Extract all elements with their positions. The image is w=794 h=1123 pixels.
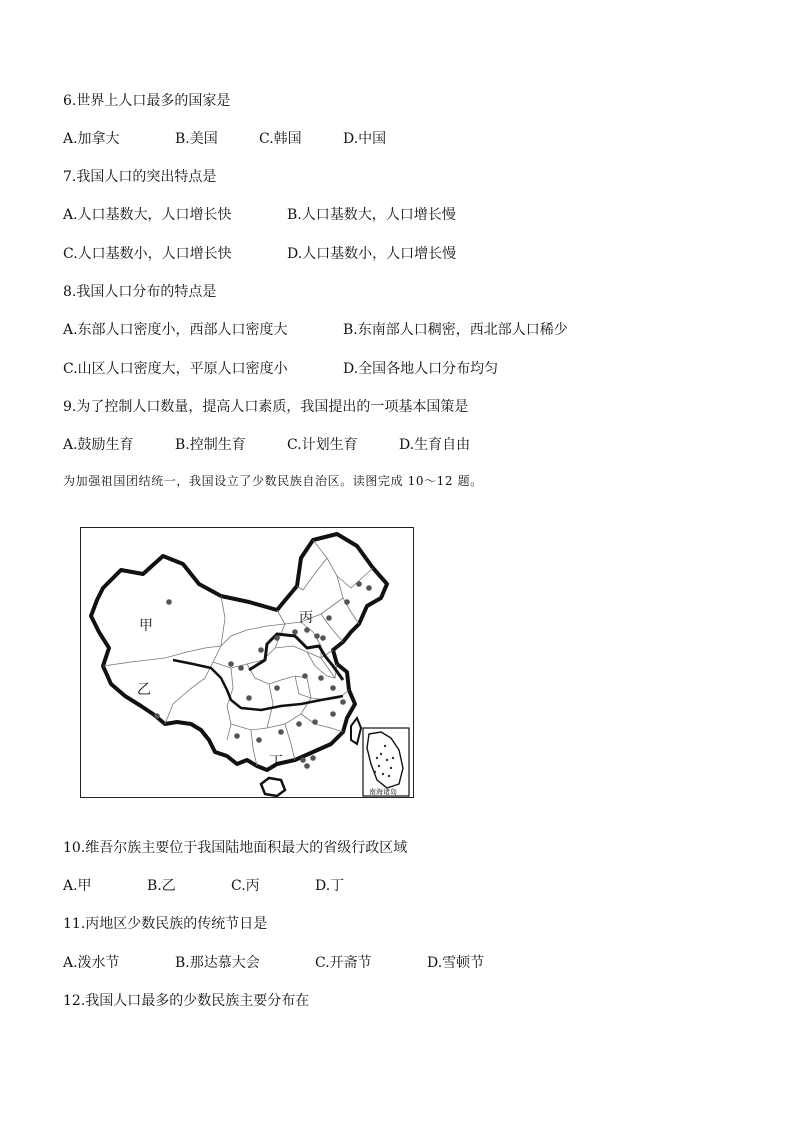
map-intro-text: 为加强祖国团结统一，我国设立了少数民族自治区。读图完成 10～12 题。 (63, 474, 483, 488)
question-11-option-d: D.雪顿节 (427, 955, 485, 971)
question-9-stem: 9.为了控制人口数量，提高人口素质，我国提出的一项基本国策是 (63, 399, 469, 415)
question-9-option-b: B.控制生育 (175, 437, 246, 453)
question-12-stem: 12.我国人口最多的少数民族主要分布在 (63, 993, 310, 1009)
question-10-stem: 10.维吾尔族主要位于我国陆地面积最大的省级行政区域 (63, 840, 408, 856)
china-map-figure (80, 527, 414, 798)
question-9-option-d: D.生育自由 (399, 437, 471, 453)
taiwan-island (351, 718, 361, 744)
question-9-option-c: C.计划生育 (287, 437, 358, 453)
question-10-option-c: C.丙 (231, 878, 260, 894)
question-9-option-a: A.鼓励生育 (63, 437, 134, 453)
question-8-option-b: B.东南部人口稠密，西北部人口稀少 (343, 322, 568, 338)
question-6-option-c: C.韩国 (259, 131, 302, 147)
question-10-option-d: D.丁 (315, 878, 345, 894)
question-7-option-c: C.人口基数小，人口增长快 (63, 246, 232, 262)
question-8-stem: 8.我国人口分布的特点是 (63, 284, 217, 300)
question-11-stem: 11.丙地区少数民族的传统节日是 (63, 916, 268, 932)
map-label-ding: 丁 (269, 754, 283, 770)
map-label-bing: 丙 (299, 610, 313, 626)
question-6-option-a: A.加拿大 (63, 131, 120, 147)
question-8-option-c: C.山区人口密度大，平原人口密度小 (63, 361, 288, 377)
south-china-sea-inset (363, 728, 409, 796)
question-6-option-d: D.中国 (343, 131, 387, 147)
question-10-option-b: B.乙 (147, 878, 176, 894)
map-label-jia: 甲 (139, 618, 153, 634)
question-11-option-c: C.开斋节 (315, 955, 372, 971)
question-11-option-a: A.泼水节 (63, 955, 120, 971)
question-11-option-b: B.那达慕大会 (175, 955, 260, 971)
question-7-option-a: A.人口基数大，人口增长快 (63, 207, 232, 223)
question-8-option-d: D.全国各地人口分布均匀 (343, 361, 499, 377)
question-7-option-d: D.人口基数小，人口增长慢 (287, 246, 457, 262)
question-7-stem: 7.我国人口的突出特点是 (63, 169, 217, 185)
question-7-option-b: B.人口基数大，人口增长慢 (287, 207, 456, 223)
question-6-option-b: B.美国 (175, 131, 218, 147)
question-10-option-a: A.甲 (63, 878, 92, 894)
question-6-stem: 6.世界上人口最多的国家是 (63, 93, 231, 109)
china-map-svg (81, 528, 414, 798)
question-8-option-a: A.东部人口密度小，西部人口密度大 (63, 322, 288, 338)
inset-label: 南海诸岛 (369, 788, 397, 796)
map-label-yi: 乙 (137, 682, 151, 698)
hainan-island (261, 778, 285, 796)
